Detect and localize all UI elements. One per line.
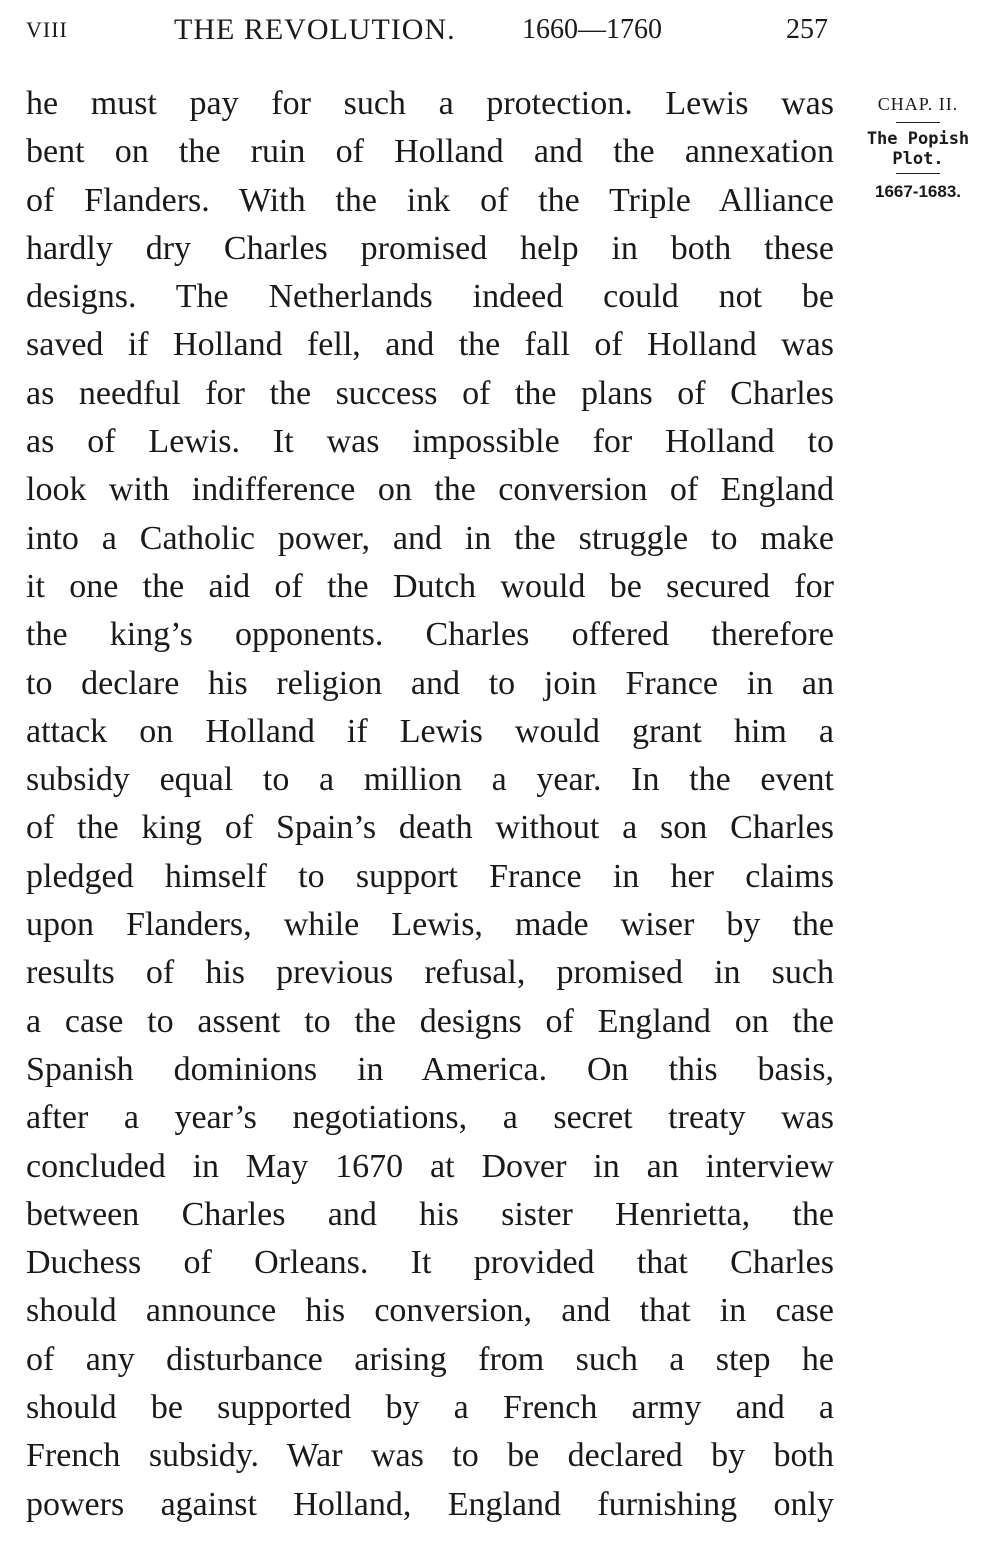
text-line: after a year’s negotiations, a secret treaty was bbox=[26, 1099, 834, 1137]
text-line: saved if Holland fell, and the fall of Holland was bbox=[26, 326, 834, 364]
text-line: into a Catholic power, and in the struggle to make bbox=[26, 519, 834, 557]
text-line: pledged himself to support France in her claims bbox=[26, 857, 834, 895]
page-number: 257 bbox=[786, 14, 828, 45]
text-line: results of his previous refusal, promised in such bbox=[26, 954, 834, 992]
text-line: Duchess of Orleans. It provided that Charles bbox=[26, 1244, 834, 1282]
text-line: look with indifference on the conversion of England bbox=[26, 471, 834, 509]
text-line: hardly dry Charles promised help in both these bbox=[26, 229, 834, 267]
text-line: it one the aid of the Dutch would be secured for bbox=[26, 567, 834, 605]
text-line: as needful for the success of the plans of Charles bbox=[26, 374, 834, 412]
margin-note-dates: 1667-1683. bbox=[874, 182, 962, 201]
text-line: powers against Holland, England furnishing only bbox=[26, 1485, 834, 1523]
text-line: of any disturbance arising from such a step he bbox=[26, 1340, 834, 1378]
text-line: between Charles and his sister Henrietta, the bbox=[26, 1195, 834, 1233]
text-line: to declare his religion and to join France in an bbox=[26, 664, 834, 702]
margin-note-chapter: CHAP. II. bbox=[877, 94, 959, 114]
margin-note bbox=[848, 90, 988, 204]
running-head-chapter: VIII bbox=[26, 17, 68, 42]
text-line: French subsidy. War was to be declared by both bbox=[26, 1437, 834, 1475]
text-line: bent on the ruin of Holland and the annexation bbox=[26, 133, 834, 171]
text-line: should announce his conversion, and that in case bbox=[26, 1292, 834, 1330]
margin-note-rule bbox=[896, 122, 940, 123]
text-line: Spanish dominions in America. On this basis, bbox=[26, 1050, 834, 1088]
text-line: subsidy equal to a million a year. In the event bbox=[26, 761, 834, 799]
margin-note-rule bbox=[896, 173, 940, 174]
text-line: upon Flanders, while Lewis, made wiser by the bbox=[26, 906, 834, 944]
text-line: concluded in May 1670 at Dover in an interview bbox=[26, 1147, 834, 1185]
running-head-dates: 1660—1760 bbox=[522, 14, 662, 45]
running-head-title: THE REVOLUTION. bbox=[174, 13, 456, 46]
text-line: of the king of Spain’s death without a son Charles bbox=[26, 809, 834, 847]
text-line: should be supported by a French army and a bbox=[26, 1389, 834, 1427]
margin-note-topic-continued: Plot. bbox=[892, 149, 944, 169]
text-line: of Flanders. With the ink of the Triple Alliance bbox=[26, 181, 834, 219]
text-line: attack on Holland if Lewis would grant him a bbox=[26, 712, 834, 750]
margin-note-topic: The Popish bbox=[866, 129, 970, 149]
body-text bbox=[26, 80, 834, 1529]
text-line: as of Lewis. It was impossible for Holland to bbox=[26, 423, 834, 461]
running-head bbox=[26, 10, 834, 50]
text-line: the king’s opponents. Charles offered therefore bbox=[26, 616, 834, 654]
text-line: a case to assent to the designs of England on the bbox=[26, 1002, 834, 1040]
text-line: he must pay for such a protection. Lewis was bbox=[26, 85, 834, 122]
text-line: designs. The Netherlands indeed could not be bbox=[26, 278, 834, 316]
